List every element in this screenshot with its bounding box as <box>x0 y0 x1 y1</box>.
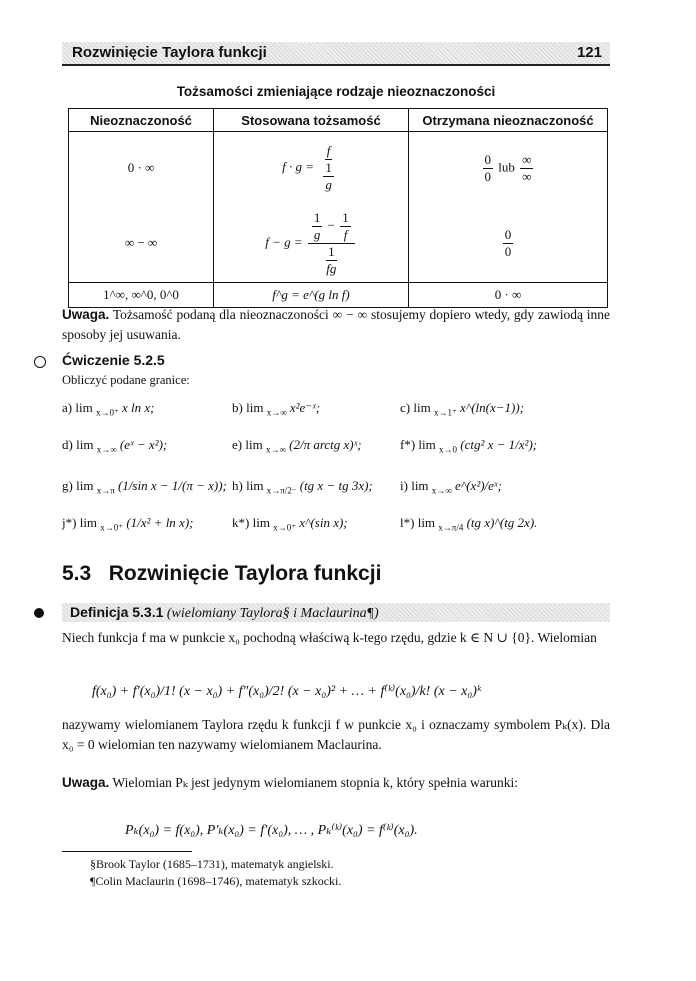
exercise-item <box>400 437 537 455</box>
taylor-formula: f(x₀) + f′(x₀)/1! (x − x₀) + f″(x₀)/2! (x − x₀)² + … + f⁽ᵏ⁾(x₀)/k! (x − x₀)ᵏ <box>92 684 481 699</box>
sub-numerator: 1 <box>328 243 335 259</box>
section-title: Rozwinięcie Taylora funkcji <box>108 562 382 585</box>
identity-cell: f^g = e^(g ln f) <box>214 283 409 308</box>
identity-cell <box>214 132 409 205</box>
col-header-identity: Stosowana tożsamość <box>214 109 409 132</box>
note-paragraph-2 <box>62 773 610 793</box>
item-label: g) <box>62 478 73 493</box>
minus-sign: − <box>327 216 335 232</box>
lim: lim <box>418 437 436 452</box>
fraction-denominator <box>319 160 338 193</box>
section-heading <box>62 562 381 586</box>
lim-sub: x→0⁺ <box>95 407 119 418</box>
identities-table <box>68 108 608 308</box>
exercise-item <box>232 478 373 497</box>
fraction-numerator <box>308 210 355 244</box>
exercise-item <box>62 478 227 496</box>
exercise-item <box>232 515 348 534</box>
result-fraction <box>503 227 514 260</box>
item-label: l*) <box>400 515 415 530</box>
lim: lim <box>76 437 94 452</box>
definition-text-2: nazywamy wielomianem Taylora rzędu k funkcji f w punkcie x₀ i oznaczamy symbolem Pₖ(x). Dla x₀ = 0 wielomian ten nazywamy wielomianem Maclaurina. <box>62 717 610 752</box>
lim: lim <box>411 478 429 493</box>
lim-sub: x→0⁺ <box>100 522 124 533</box>
indeterminate-cell: ∞ − ∞ <box>69 204 214 283</box>
exercise-item <box>62 437 167 455</box>
item-label: i) <box>400 478 408 493</box>
expr: (1/sin x − 1/(π − x)); <box>117 478 227 493</box>
result-cell <box>409 132 608 205</box>
lim-sub: x→0⁺ <box>273 522 296 533</box>
nested-denominator: g <box>325 177 332 192</box>
fraction-numerator: ∞ <box>522 151 532 167</box>
page-number: 121 <box>576 44 602 61</box>
exercise-item <box>232 437 362 455</box>
sub-denominator: f <box>343 226 348 242</box>
header-title: Rozwinięcie Taylora funkcji <box>72 44 267 61</box>
conditions-formula: Pₖ(x₀) = f(x₀), P′ₖ(x₀) = f′(x₀), … , Pₖ⁽ᵏ⁾(x₀) = f⁽ᵏ⁾(x₀). <box>125 823 418 838</box>
exercise-item <box>400 515 537 533</box>
result-separator: lub <box>498 158 515 174</box>
sub-fraction <box>340 210 351 243</box>
sub-fraction <box>312 210 323 243</box>
col-header-indeterminate: Nieoznaczoność <box>69 109 214 132</box>
lim: lim <box>417 515 436 530</box>
expr: (ctg² x − 1/x²); <box>460 437 538 452</box>
exercise-bullet-icon <box>34 356 46 368</box>
lim-sub: x→π <box>96 485 115 496</box>
item-label: f*) <box>400 437 416 452</box>
note-text: Wielomian Pₖ jest jedynym wielomianem stopnia k, który spełnia warunki: <box>112 775 518 790</box>
table-row <box>69 132 608 205</box>
section-number: 5.3 <box>62 562 92 585</box>
sub-fraction <box>324 244 338 277</box>
definition-box <box>62 603 610 622</box>
item-label: h) <box>232 478 243 493</box>
expr: (tg x − tg 3x); <box>299 478 373 493</box>
item-label: k*) <box>232 515 250 530</box>
sub-numerator: 1 <box>342 209 349 225</box>
fraction-numerator: f <box>326 143 331 158</box>
fraction-denominator <box>320 244 342 277</box>
item-label: c) <box>400 400 411 415</box>
note-text: Tożsamość podaną dla nieoznaczoności ∞ − ∞ stosujemy dopiero wtedy, gdy zawiodą inne sposoby jej usuwania. <box>62 307 611 342</box>
exercise-title: Ćwiczenie 5.2.5 <box>62 352 165 368</box>
exercise-item <box>62 400 154 419</box>
table-caption: Tożsamości zmieniające rodzaje nieoznaczoności <box>176 84 496 99</box>
lim: lim <box>79 515 98 530</box>
identity-lhs: f − g = <box>265 233 303 249</box>
lim-sub: x→π/2⁻ <box>266 485 297 496</box>
lim: lim <box>245 437 263 452</box>
expr: (tg x)^(tg 2x). <box>466 515 538 530</box>
expr: (eˣ − x²); <box>119 437 168 452</box>
note-label: Uwaga. <box>62 307 110 322</box>
exercise-item <box>232 400 320 418</box>
definition-label-group <box>70 604 379 622</box>
fraction-denominator: 0 <box>484 168 492 184</box>
fraction-numerator: 0 <box>484 151 492 167</box>
item-label: d) <box>62 437 73 452</box>
nested-numerator: 1 <box>325 160 332 175</box>
definition-bullet-icon <box>34 608 44 618</box>
expr: (1/x² + ln x); <box>126 515 194 530</box>
lim-sub: x→π/4 <box>438 522 464 533</box>
lim-sub: x→∞ <box>266 407 287 418</box>
fraction-denominator: 0 <box>504 243 512 259</box>
identity-fraction <box>308 210 355 277</box>
lim: lim <box>76 478 94 493</box>
lim: lim <box>413 400 431 415</box>
expr: x²e⁻ˣ; <box>289 400 321 415</box>
lim-sub: x→0 <box>439 444 458 455</box>
exercise-item <box>400 400 524 419</box>
lim: lim <box>246 478 264 493</box>
result-fraction-b <box>520 152 533 185</box>
definition-text: Niech funkcja f ma w punkcie x₀ pochodną właściwą k-tego rzędu, gdzie k ∈ N ∪ {0}. Wielomian <box>62 630 597 645</box>
item-label: e) <box>232 437 243 452</box>
lim-sub: x→∞ <box>265 444 286 455</box>
exercise-item <box>62 515 193 534</box>
identity-lhs: f · g = <box>282 158 315 174</box>
note-label: Uwaga. <box>62 775 110 790</box>
footnote: §Brook Taylor (1685–1731), matematyk angielski. <box>90 857 334 871</box>
sub-numerator: 1 <box>313 209 321 225</box>
identity-cell <box>214 204 409 283</box>
footnote: ¶Colin Maclaurin (1698–1746), matematyk szkocki. <box>90 874 342 888</box>
note-paragraph <box>62 305 610 345</box>
lim-sub: x→∞ <box>431 485 452 496</box>
exercise-item <box>400 478 502 496</box>
identity-fraction <box>319 143 338 193</box>
indeterminate-cell: 1^∞, ∞^0, 0^0 <box>69 283 214 308</box>
table-row <box>69 204 608 283</box>
sub-denominator: g <box>313 226 321 242</box>
definition-subtitle: (wielomiany Taylora§ i Maclaurina¶) <box>166 606 379 621</box>
lim: lim <box>75 400 93 415</box>
indeterminate-cell: 0 · ∞ <box>69 132 214 205</box>
result-cell <box>409 204 608 283</box>
fraction-numerator: 0 <box>504 226 512 242</box>
lim: lim <box>246 400 264 415</box>
definition-label: Definicja 5.3.1 <box>70 604 164 620</box>
footnote-rule <box>62 851 192 852</box>
lim-sub: x→∞ <box>96 444 117 455</box>
exercise-instruction: Obliczyć podane granice: <box>62 373 190 387</box>
nested-fraction <box>323 160 334 193</box>
result-fraction-a <box>483 152 494 185</box>
item-label: a) <box>62 400 73 415</box>
table-row <box>69 283 608 308</box>
expr: e^(x²)/eˣ; <box>454 478 502 493</box>
col-header-result: Otrzymana nieoznaczoność <box>409 109 608 132</box>
expr: x^(sin x); <box>299 515 348 530</box>
expr: (2/π arctg x)ˣ; <box>289 437 362 452</box>
lim-sub: x→1⁺ <box>433 407 457 418</box>
fraction-denominator: ∞ <box>522 168 532 184</box>
item-label: b) <box>232 400 243 415</box>
sub-denominator: fg <box>326 260 337 276</box>
lim: lim <box>252 515 270 530</box>
expr: x ln x; <box>121 400 155 415</box>
running-header <box>62 42 610 66</box>
expr: x^(ln(x−1)); <box>459 400 525 415</box>
item-label: j*) <box>62 515 77 530</box>
result-cell: 0 · ∞ <box>409 283 608 308</box>
